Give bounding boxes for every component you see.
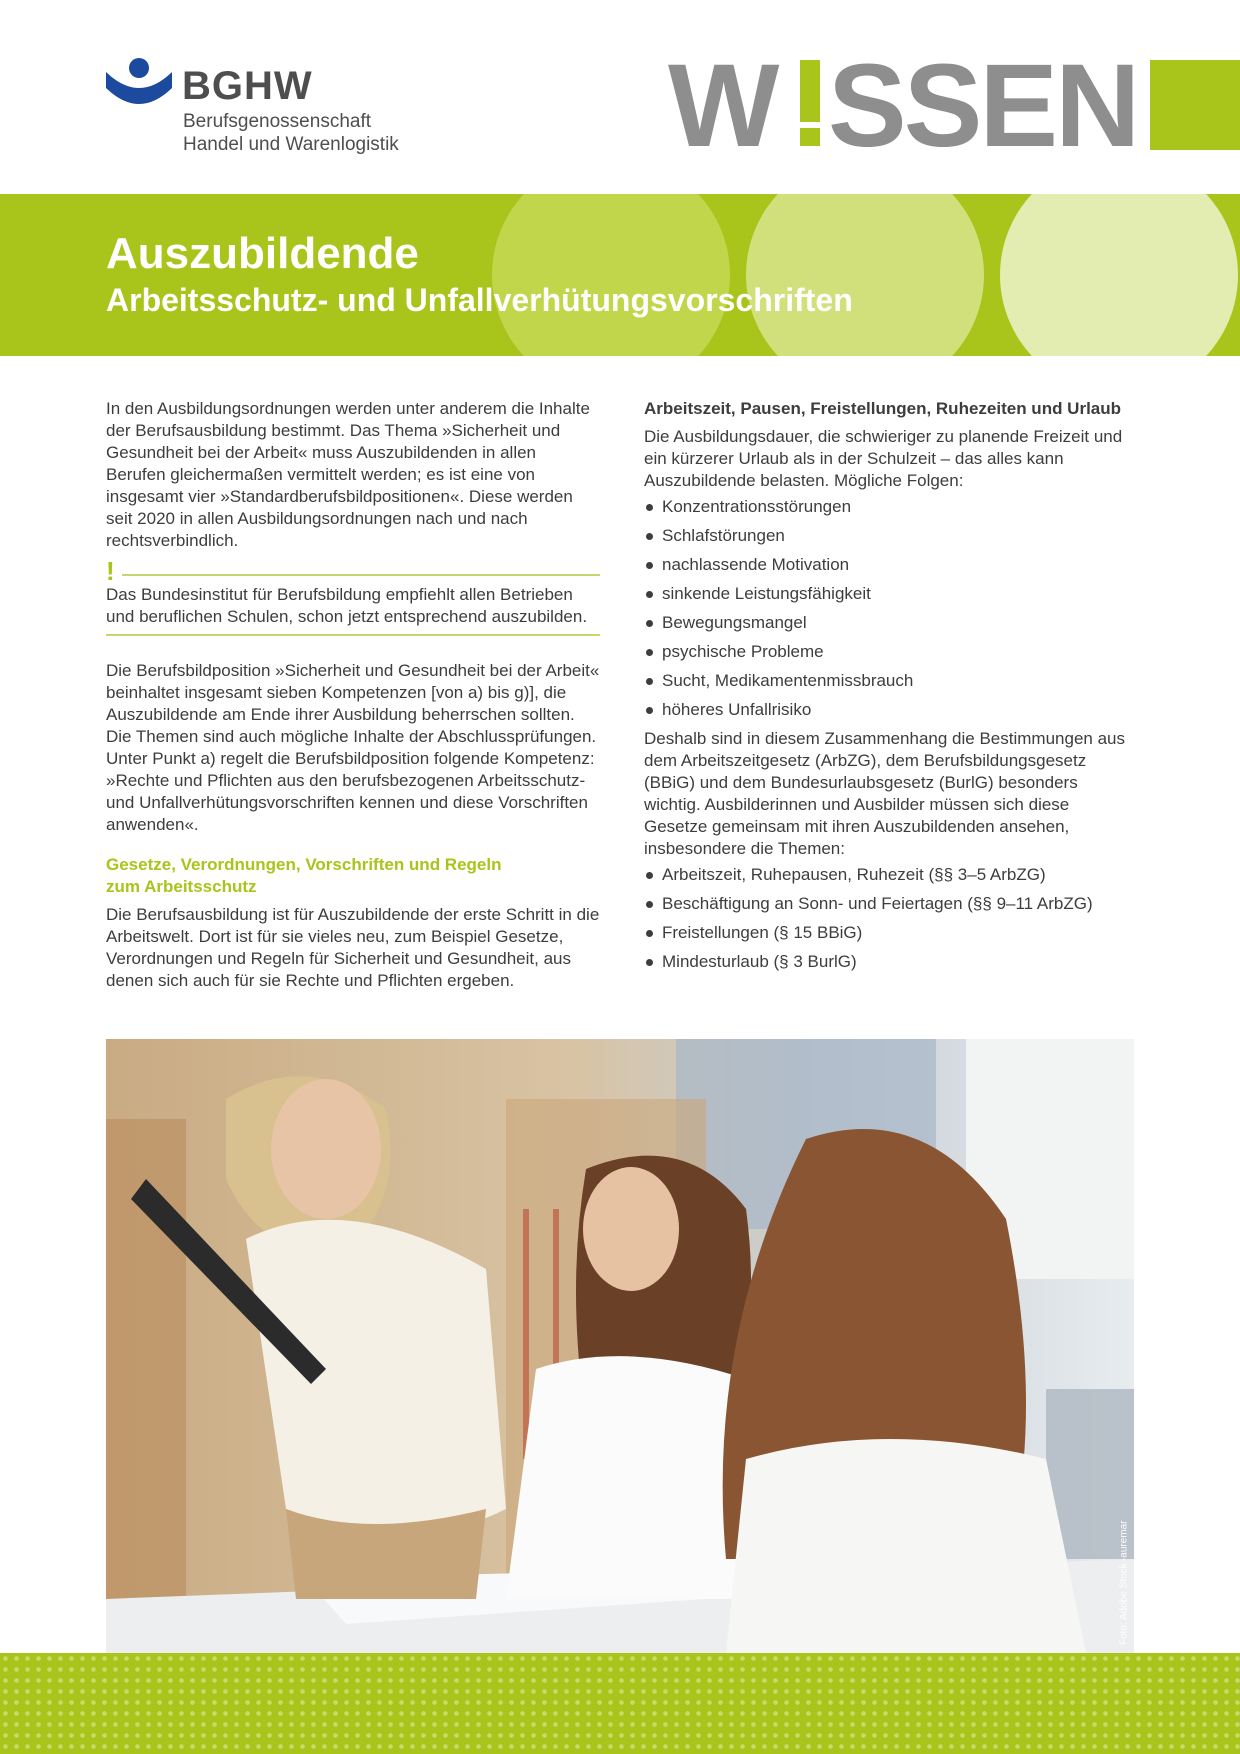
notice-box	[106, 556, 600, 636]
list-item: psychische Probleme	[644, 641, 1134, 663]
title-banner	[0, 194, 1240, 356]
notice-text: Das Bundesinstitut für Berufsbildung empfiehlt allen Betrieben und beruflichen Schulen, schon jetzt entsprechend auszubilden.	[106, 585, 588, 626]
logo-subtitle-line-2: Handel und Warenlogistik	[183, 134, 399, 155]
wissen-accent-block	[1150, 60, 1240, 150]
consequences-list	[644, 496, 1134, 721]
logo-subtitle	[183, 110, 399, 156]
list-item: Arbeitszeit, Ruhepausen, Ruhezeit (§§ 3–5 ArbZG)	[644, 864, 1134, 886]
list-item: höheres Unfallrisiko	[644, 699, 1134, 721]
page-title: Auszubildende	[106, 229, 419, 278]
notice-divider	[122, 574, 600, 576]
list-item: Bewegungsmangel	[644, 612, 1134, 634]
laws-importance-paragraph: Deshalb sind in diesem Zusammenhang die Bestimmungen aus dem Arbeitszeitgesetz (ArbZG), dem Berufsbildungsgesetz (BBiG) und dem Bundesurlaubsgesetz (BurlG) besonders wichtig. Ausbilderinnen und Ausbilder müssen sich diese Gesetze gemeinsam mit ihren Auszubildenden ansehen, insbesondere die Themen:	[644, 729, 1125, 858]
banner-circle	[492, 194, 730, 356]
banner-circle	[746, 194, 984, 356]
competence-paragraph: Die Berufsbildposition »Sicherheit und Gesundheit bei der Arbeit« beinhaltet insgesamt sieben Kompetenzen [von a) bis g)], die Auszubildende am Ende ihrer Ausbildung beherrschen sollten. Die Themen sind auch mögliche Inhalte der Abschlussprüfungen. Unter Punkt a) regelt die Berufsbildposition folgende Kompetenz: »Rechte und Pflichten aus den berufsbezogenen Arbeitsschutz- und Unfallverhütungsvorschriften kennen und diese Vorschriften anwenden«.	[106, 661, 600, 834]
page-subtitle: Arbeitsschutz- und Unfallverhütungsvorschriften	[106, 282, 853, 318]
dotted-footer-band	[0, 1653, 1240, 1754]
bghw-emblem-icon	[106, 58, 172, 108]
right-column	[644, 398, 1134, 980]
list-item: sinkende Leistungsfähigkeit	[644, 583, 1134, 605]
list-item: Konzentrationsstörungen	[644, 496, 1134, 518]
laws-heading-line-1: Gesetze, Verordnungen, Vorschriften und Regeln	[106, 855, 502, 874]
list-item: Sucht, Medikamentenmissbrauch	[644, 670, 1134, 692]
exclamation-icon: !	[106, 556, 115, 586]
list-item: Mindesturlaub (§ 3 BurlG)	[644, 951, 1134, 973]
wissen-exclamation-bar	[800, 60, 820, 122]
training-photo	[106, 1039, 1134, 1653]
logo-name: BGHW	[182, 64, 313, 108]
wissen-exclamation-dot	[800, 128, 820, 146]
laws-paragraph: Die Berufsausbildung ist für Auszubildende der erste Schritt in die Arbeitswelt. Dort ist für sie vieles neu, zum Beispiel Gesetze, Verordnungen und Regeln für Sicherheit und Gesundheit, aus denen sich auch für sie Rechte und Pflichten ergeben.	[106, 905, 600, 990]
wissen-text: W	[668, 54, 777, 154]
left-column	[106, 398, 600, 992]
svg-text:SSEN: SSEN	[828, 54, 1138, 154]
photo-credit: Foto: Adobe Stock–auremar	[1119, 1520, 1130, 1645]
working-time-heading: Arbeitszeit, Pausen, Freistellungen, Ruhezeiten und Urlaub	[644, 399, 1122, 418]
bghw-logo[interactable]	[106, 58, 426, 158]
intro-paragraph: In den Ausbildungsordnungen werden unter anderem die Inhalte der Berufsausbildung bestimmt. Das Thema »Sicherheit und Gesundheit bei der Arbeit« muss Auszubildenden in allen Berufen gleichermaßen vermittelt werden; es ist eine von insgesamt vier »Standardberufsbildpositionen«. Diese werden seit 2020 in allen Ausbildungsordnungen nach und nach rechtsverbindlich.	[106, 399, 590, 550]
banner-circle	[1000, 194, 1238, 356]
wissen-wordmark-svg	[668, 54, 1138, 154]
working-time-intro: Die Ausbildungsdauer, die schwieriger zu planende Freizeit und ein kürzerer Urlaub als in der Schulzeit – das alles kann Auszubildende belasten. Mögliche Folgen:	[644, 427, 1123, 490]
logo-subtitle-line-1: Berufsgenossenschaft	[183, 111, 372, 132]
list-item: Freistellungen (§ 15 BBiG)	[644, 922, 1134, 944]
wissen-wordmark	[668, 54, 1138, 154]
list-item: Beschäftigung an Sonn- und Feiertagen (§§ 9–11 ArbZG)	[644, 893, 1134, 915]
training-photo-illustration	[106, 1039, 1134, 1653]
list-item: nachlassende Motivation	[644, 554, 1134, 576]
topics-list	[644, 864, 1134, 973]
laws-heading	[106, 854, 600, 898]
list-item: Schlafstörungen	[644, 525, 1134, 547]
laws-heading-line-2: zum Arbeitsschutz	[106, 877, 257, 896]
